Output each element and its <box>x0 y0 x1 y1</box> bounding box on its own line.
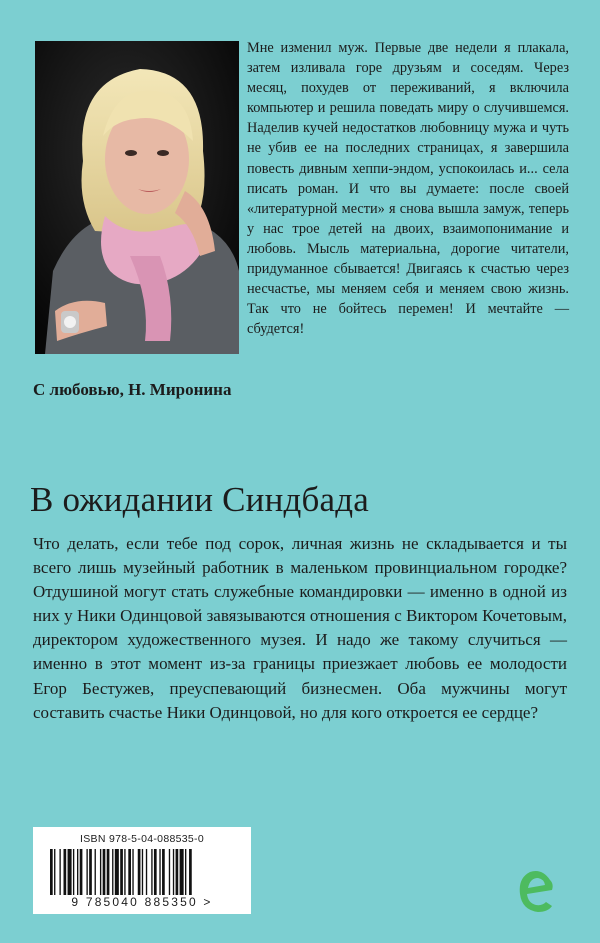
barcode-bar <box>115 849 119 895</box>
isbn-text: ISBN 978-5-04-088535-0 <box>80 833 204 845</box>
barcode-bar <box>107 849 110 895</box>
barcode-bar <box>189 849 192 895</box>
barcode-bar <box>124 849 125 895</box>
barcode-bar <box>159 849 160 895</box>
barcode-bar <box>86 849 87 895</box>
barcode-bar <box>185 849 186 895</box>
barcode-bar <box>169 849 170 895</box>
barcode-bar <box>154 849 157 895</box>
publisher-logo-icon <box>516 866 556 918</box>
author-portrait-image <box>35 41 239 354</box>
barcode-bar <box>89 849 92 895</box>
author-bio: Мне изменил муж. Первые две недели я плакала, затем изливала горе друзьям и соседям. Через месяц, похудев от переживаний, я включила компьютер и решила поведать миру о случившемся. Наделив кучей недостатков любовницу мужа и чуть не убив ее на последних страницах, я завершила повесть дивным хеппи-эндом, успокоилась и... села писать роман. И что вы думаете: после своей «литературной мести» я снова вышла замуж, теперь у нас трое детей на двоих, взаимопонимание и любовь. Мысль материальна, дорогие читатели, придуманное сбывается! Двигаясь к счастью через несчастье, мы меняем себя и меняем свою жизнь. Так что не бойтесь перемен! И мечтайте — сбудется! <box>247 40 569 338</box>
barcode-bar <box>162 849 165 895</box>
barcode-bar <box>142 849 143 895</box>
barcode-bar <box>151 849 152 895</box>
barcode-bar <box>138 849 141 895</box>
author-photo <box>35 41 239 354</box>
barcode-bar <box>77 849 78 895</box>
barcode-bar <box>73 849 74 895</box>
barcode-bar <box>50 849 53 895</box>
barcode-bar <box>95 849 96 895</box>
barcode-label <box>33 827 251 914</box>
barcode-bar <box>173 849 174 895</box>
barcode-bar <box>132 849 133 895</box>
barcode-bar <box>80 849 83 895</box>
barcode-bar <box>146 849 147 895</box>
barcode-bar <box>112 849 113 895</box>
book-title: В ожидании Синдбада <box>30 480 370 519</box>
barcode-bar <box>54 849 55 895</box>
barcode-bar <box>68 849 72 895</box>
barcode-bar <box>128 849 131 895</box>
author-signature: С любовью, Н. Миронина <box>33 380 232 399</box>
barcode-bar <box>103 849 106 895</box>
barcode-bars <box>50 849 234 895</box>
barcode-bar <box>100 849 101 895</box>
barcode-bar <box>59 849 60 895</box>
barcode-bar <box>120 849 123 895</box>
barcode-bar <box>64 849 67 895</box>
ean-digits: 9 785040 885350 > <box>71 895 213 909</box>
barcode-bar <box>180 849 184 895</box>
barcode-bar <box>176 849 179 895</box>
book-synopsis: Что делать, если тебе под сорок, личная жизнь не складывается и ты всего лишь музейный работник в маленьком провинциальном городке? Отдушиной могут стать служебные командировки — именно в одной из них у Ники Одинцовой завязываются отношения с Виктором Кочетовым, директором художественного музея. И надо же такому случиться — именно в этот момент из-за границы приезжает любовь ее молодости Егор Бестужев, преуспевающий бизнесмен. Оба мужчины могут составить счастье Ники Одинцовой, но для кого откроется ее сердце? <box>33 534 567 722</box>
